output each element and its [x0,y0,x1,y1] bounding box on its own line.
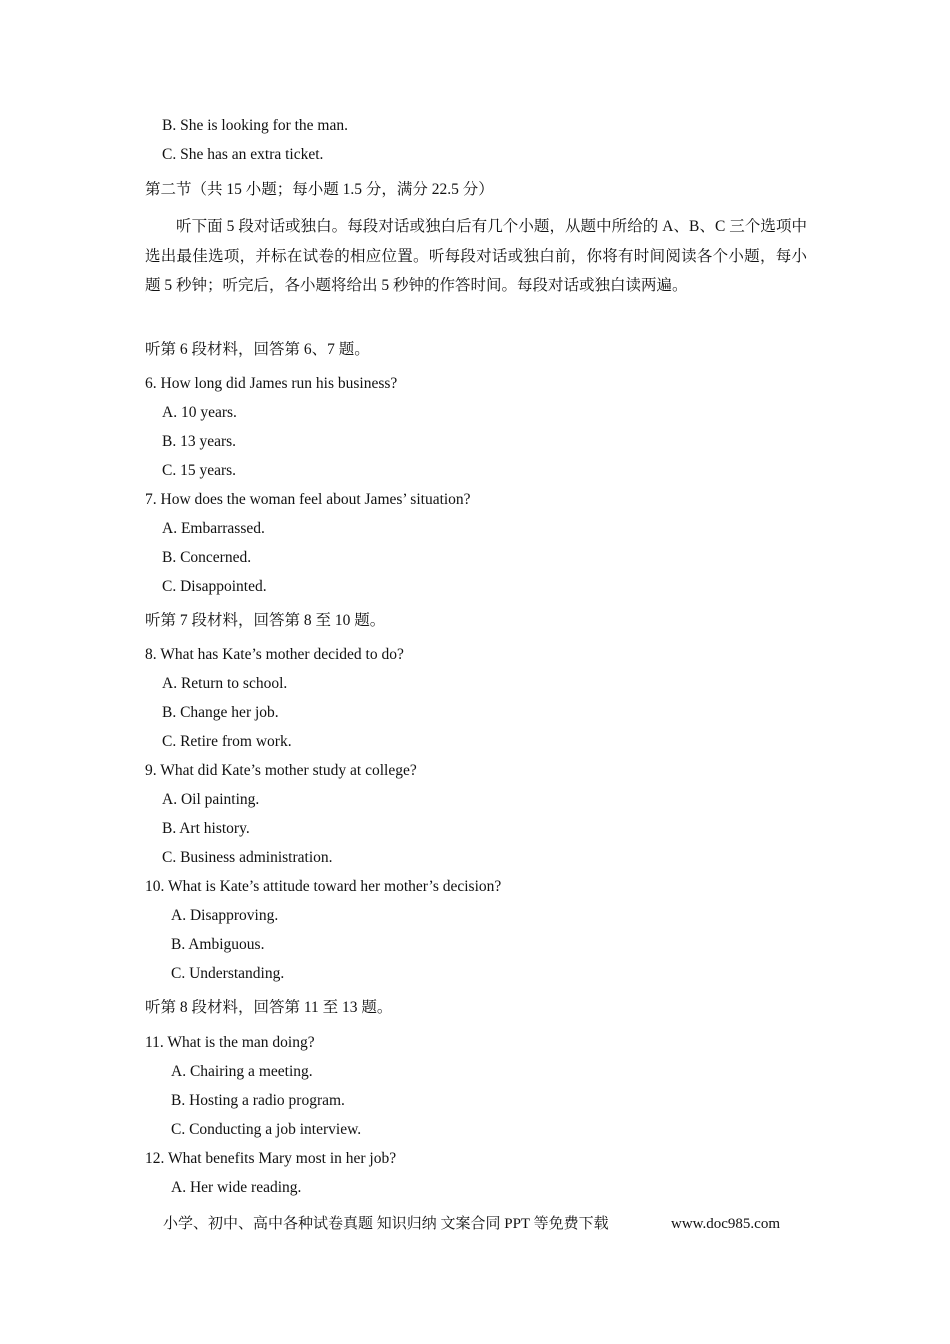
question-6: 6. How long did James run his business? [145,375,398,392]
group-6-heading: 听第 6 段材料，回答第 6、7 题。 [145,341,370,358]
question-7-option-c: C. Disappointed. [162,578,267,595]
question-10-option-c: C. Understanding. [171,965,285,982]
footer-url[interactable]: www.doc985.com [671,1216,781,1232]
group-8-heading: 听第 8 段材料，回答第 11 至 13 题。 [145,999,393,1016]
section-header: 第二节（共 15 小题；每小题 1.5 分，满分 22.5 分） [145,181,494,198]
question-8-option-b: B. Change her job. [162,704,279,721]
question-6-option-c: C. 15 years. [162,462,237,479]
prev-option-b: B. She is looking for the man. [162,117,348,134]
question-9-option-c: C. Business administration. [162,849,333,866]
question-9-option-b: B. Art history. [162,820,250,837]
question-6-option-a: A. 10 years. [162,404,237,421]
question-7: 7. How does the woman feel about James’ situation? [145,491,471,508]
question-12-option-a: A. Her wide reading. [171,1179,302,1196]
question-6-option-b: B. 13 years. [162,433,237,450]
footer-text: 小学、初中、高中各种试卷真题 知识归纳 文案合同 PPT 等免费下载 [163,1216,609,1232]
question-7-option-a: A. Embarrassed. [162,520,265,537]
question-11-option-b: B. Hosting a radio program. [171,1092,345,1109]
question-11-option-c: C. Conducting a job interview. [171,1121,362,1138]
question-10-option-b: B. Ambiguous. [171,936,265,953]
question-8-option-c: C. Retire from work. [162,733,292,750]
question-10: 10. What is Kate’s attitude toward her mother’s decision? [145,878,502,895]
question-8: 8. What has Kate’s mother decided to do? [145,646,404,663]
group-7-heading: 听第 7 段材料，回答第 8 至 10 题。 [145,612,386,629]
question-12: 12. What benefits Mary most in her job? [145,1150,397,1167]
question-11-option-a: A. Chairing a meeting. [171,1063,313,1080]
question-9: 9. What did Kate’s mother study at college? [145,762,417,779]
question-8-option-a: A. Return to school. [162,675,288,692]
instructions [145,212,807,301]
prev-option-c: C. She has an extra ticket. [162,146,324,163]
question-9-option-a: A. Oil painting. [162,791,260,808]
question-7-option-b: B. Concerned. [162,549,252,566]
instructions-text: 听下面 5 段对话或独白。每段对话或独白后有几个小题，从题中所给的 A、B、C 三个选项中选出最佳选项，并标在试卷的相应位置。听每段对话或独白前，你将有时间阅读各个小题，每小题 5 秒钟；听完后，各小题将给出 5 秒钟的作答时间。每段对话或独白读两遍。 [145,218,807,294]
question-10-option-a: A. Disapproving. [171,907,279,924]
question-11: 11. What is the man doing? [145,1034,315,1051]
